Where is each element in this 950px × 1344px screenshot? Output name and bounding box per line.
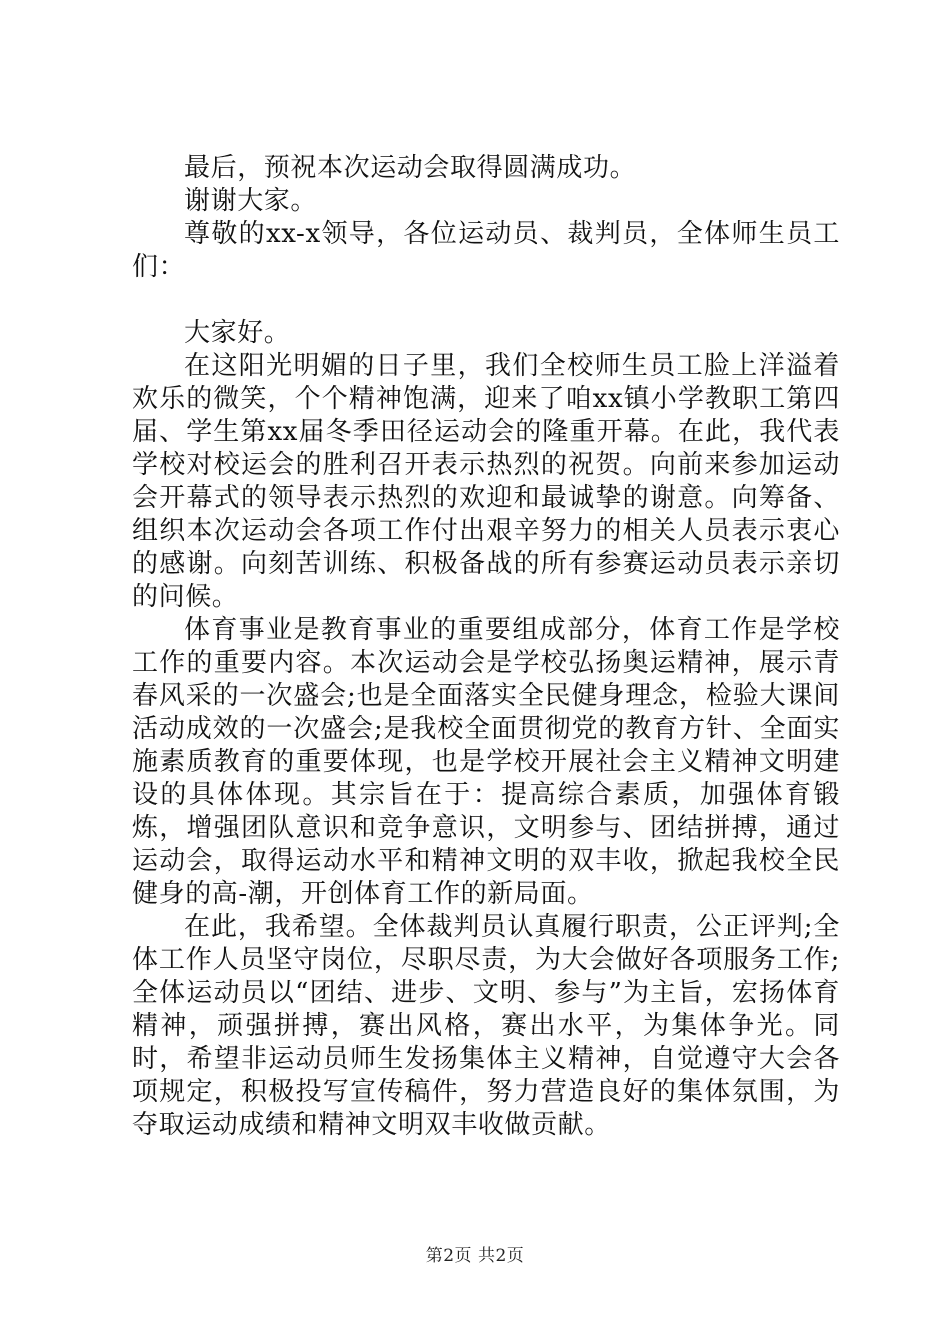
body-paragraph-purpose: 体育事业是教育事业的重要组成部分，体育工作是学校工作的重要内容。本次运动会是学校弘扬奥运精神，展示青春风采的一次盛会;也是全面落实全民健身理念，检验大课间活动成效的一次盛会;是我校全面贯彻党的教育方针、全面实施素质教育的重要体现，也是学校开展社会主义精神文明建设的具体体现。其宗旨在于：提高综合素质，加强体育锻炼，增强团队意识和竞争意识，文明参与、团结拼搏，通过运动会，取得运动水平和精神文明的双丰收，掀起我校全民健身的高-潮，开创体育工作的新局面。 (132, 615, 840, 909)
blank-line (132, 284, 840, 317)
body-paragraph-opening: 在这阳光明媚的日子里，我们全校师生员工脸上洋溢着欢乐的微笑，个个精神饱满，迎来了咱xx镇小学教职工第四届、学生第xx届冬季田径运动会的隆重开幕。在此，我代表学校对校运会的胜利召开表示热烈的祝贺。向前来参加运动会开幕式的领导表示热烈的欢迎和最诚挚的谢意。向筹备、组织本次运动会各项工作付出艰辛努力的相关人员表示衷心的感谢。向刻苦训练、积极备战的所有参赛运动员表示亲切的问候。 (132, 351, 840, 612)
salutation-line: 尊敬的xx-x领导，各位运动员、裁判员，全体师生员工们： (132, 219, 840, 282)
closing-line: 最后，预祝本次运动会取得圆满成功。 (184, 153, 637, 183)
thanks-line: 谢谢大家。 (184, 186, 318, 216)
document-body (132, 152, 840, 1142)
body-paragraph-hopes: 在此，我希望。全体裁判员认真履行职责，公正评判;全体工作人员坚守岗位，尽职尽责，为大会做好各项服务工作;全体运动员以“团结、进步、文明、参与”为主旨，宏扬体育精神，顽强拼搏，赛出风格，赛出水平，为集体争光。同时，希望非运动员师生发扬集体主义精神，自觉遵守大会各项规定，积极投写宣传稿件，努力营造良好的集体氛围，为夺取运动成绩和精神文明双丰收做贡献。 (132, 912, 840, 1140)
greeting-line: 大家好。 (184, 318, 291, 348)
page-number-footer: 第2页 共2页 (425, 1246, 525, 1266)
